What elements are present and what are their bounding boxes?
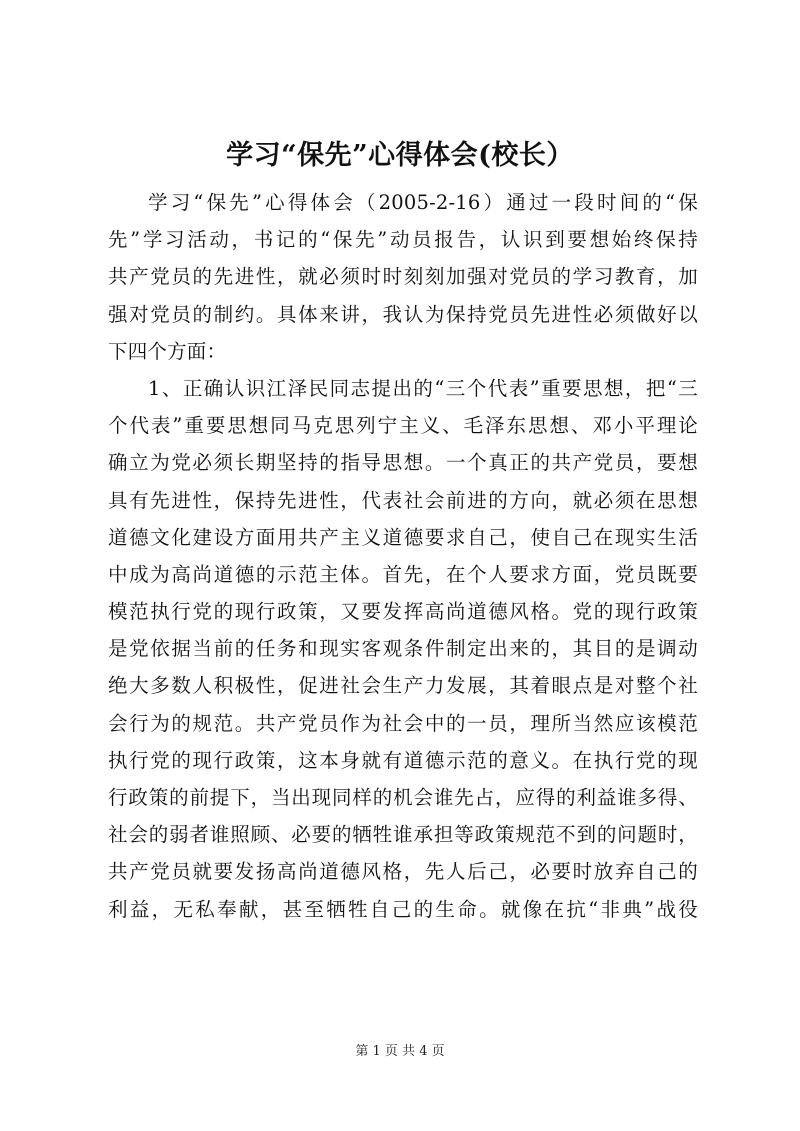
text-line: 是党依据当前的任务和现实客观条件制定出来的，其目的是调动 (108, 637, 698, 661)
text-line: 执行党的现行政策，这本身就有道德示范的意义。在执行党的现 (108, 748, 698, 772)
document-body (108, 184, 698, 928)
paragraph-point-1 (108, 370, 698, 928)
text-line: 下四个方面： (108, 339, 227, 363)
text-line: 确立为党必须长期坚持的指导思想。一个真正的共产党员，要想 (108, 451, 698, 475)
text-line: 绝大多数人积极性，促进社会生产力发展，其着眼点是对整个社 (108, 674, 698, 698)
paragraph-intro (108, 184, 698, 370)
text-line: 共产党员的先进性，就必须时时刻刻加强对党员的学习教育，加 (108, 265, 698, 289)
text-line: 社会的弱者谁照顾、必要的牺牲谁承担等政策规范不到的问题时， (108, 823, 698, 847)
text-line: 行政策的前提下，当出现同样的机会谁先占，应得的利益谁多得、 (108, 786, 698, 809)
text-line: 强对党员的制约。具体来讲，我认为保持党员先进性必须做好以 (108, 302, 698, 326)
text-line: 个代表”重要思想同马克思列宁主义、毛泽东思想、邓小平理论 (108, 414, 698, 438)
text-line: 道德文化建设方面用共产主义道德要求自己，使自己在现实生活 (108, 525, 698, 549)
text-line: 共产党员就要发扬高尚道德风格，先人后己，必要时放弃自己的 (108, 860, 698, 884)
text-line: 中成为高尚道德的示范主体。首先，在个人要求方面，党员既要 (108, 562, 698, 586)
text-line: 1、正确认识江泽民同志提出的“三个代表”重要思想，把“三 (148, 376, 698, 400)
page-footer: 第 1 页 共 4 页 (355, 1044, 445, 1059)
text-line: 学习“保先”心得体会（2005-2-16）通过一段时间的“保 (148, 191, 698, 214)
text-line: 会行为的规范。共产党员作为社会中的一员，理所当然应该模范 (108, 711, 698, 735)
text-line: 具有先进性，保持先进性，代表社会前进的方向，就必须在思想 (108, 488, 698, 512)
text-line: 模范执行党的现行政策，又要发挥高尚道德风格。党的现行政策 (108, 600, 698, 624)
text-line: 利益，无私奉献，甚至牺牲自己的生命。就像在抗“非典”战役 (108, 897, 698, 921)
text-line: 先”学习活动，书记的“保先”动员报告，认识到要想始终保持 (108, 228, 698, 252)
document-title: 学习“保先”心得体会(校长） (226, 140, 574, 171)
